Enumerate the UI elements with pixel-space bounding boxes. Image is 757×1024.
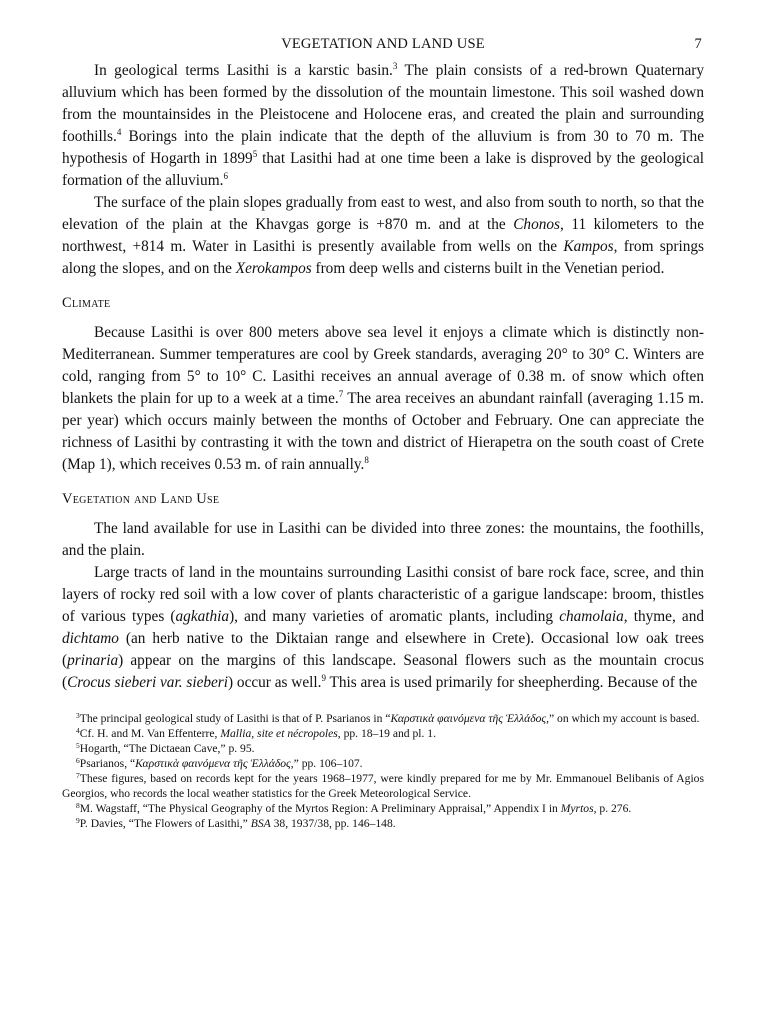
footnote-6: $^6$Psarianos, “Καρστικὰ φαινόμενα τῆς Ἑλλάδος,” pp. 106–107. xyxy=(76,756,363,770)
footnote-ref: 8 xyxy=(364,455,369,465)
footnote-ref: 4 xyxy=(116,127,122,137)
footnote-ref: 6 xyxy=(223,171,228,181)
footnote-ref: 9 xyxy=(321,673,326,683)
page-number: 7 xyxy=(694,36,702,52)
footnote-ref: 3 xyxy=(392,61,398,71)
footnote-4: $^4$Cf. H. and M. Van Effenterre, Mallia, site et nécropoles, pp. 18–19 and pl. 1. xyxy=(76,726,436,740)
footnote-9: $^9$P. Davies, “The Flowers of Lasithi,” BSA 38, 1937/38, pp. 146–148. xyxy=(76,816,396,830)
paragraph-climate: Because Lasithi is over 800 meters above sea level it enjoys a climate which is distinctly non-Mediterranean. Summer temperatures are cool by Greek standards, averaging 20° to 30° C. Winters are cold, ranging from 5° to 10° C. Lasithi receives an annual average of 0.38 m. of snow which often blankets the plain for up to a week at a time.$^7$ The area receives an abundant rainfall (averaging 1.15 m. per year) which occurs mainly between the months of October and February. One can appreciate the richness of Lasithi by contrasting it with the town and district of Hierapetra on the south coast of Crete (Map 1), which receives 0.53 m. of rain annually.$^8$ xyxy=(62,324,704,473)
paragraph-zones: The land available for use in Lasithi can be divided into three zones: the mountains, the foothills, and the plain. xyxy=(62,520,704,559)
footnote-ref: 7 xyxy=(338,389,344,399)
section-heading-climate: Climate xyxy=(62,295,111,311)
paragraph-mountains: Large tracts of land in the mountains surrounding Lasithi consist of bare rock face, scree, and thin layers of rocky red soil with a low cover of plants characteristic of a garigue landscape: broom, thistles of various types (agkathia), and many varieties of aromatic plants, including chamolaia, thyme, and dichtamo (an herb native to the Diktaian range and elsewhere in Crete). Occasional low oak trees (prinaria) appear on the margins of this landscape. Seasonal flowers such as the mountain crocus (Crocus sieberi var. sieberi) occur as well.$^9$ This area is used primarily for sheepherding. Because of the xyxy=(62,564,704,691)
footnote-5: $^5$Hogarth, “The Dictaean Cave,” p. 95. xyxy=(76,741,255,755)
footnote-8: $^8$M. Wagstaff, “The Physical Geography of the Myrtos Region: A Preliminary Appraisal,” Appendix I in Myrtos, p. 276. xyxy=(76,801,632,815)
page xyxy=(62,36,704,831)
running-header xyxy=(62,36,704,60)
paragraph-surface: The surface of the plain slopes gradually from east to west, and also from south to north, so that the elevation of the plain at the Khavgas gorge is +870 m. and at the Chonos, 11 kilometers to the northwest, +814 m. Water in Lasithi is presently available from wells on the Kampos, from springs along the slopes, and on the Xerokampos from deep wells and cisterns built in the Venetian period. xyxy=(62,194,704,277)
running-title: VEGETATION AND LAND USE xyxy=(281,36,485,52)
footnote-7: $^7$These figures, based on records kept for the years 1968–1977, were kindly prepared for me by Mr. Emmanouel Belibanis of Agios Georgios, who records the local weather statistics for the Greek Meteorological Service. xyxy=(62,771,704,800)
footnote-3: $^3$The principal geological study of Lasithi is that of P. Psarianos in “Καρστικὰ φαινόμενα τῆς Ἑλλάδος,” on which my account is based. xyxy=(76,711,700,725)
paragraph-geology: In geological terms Lasithi is a karstic basin.$^3$ The plain consists of a red-brown Quaternary alluvium which has been formed by the dissolution of the mountain limestone. This soil washed down from the mountainsides in the Pleistocene and Holocene eras, and created the plain and surrounding foothills.$^4$ Borings into the plain indicate that the depth of the alluvium is from 30 to 70 m. The hypothesis of Hogarth in 1899$^5$ that Lasithi had at one time been a lake is disproved by the geological formation of the alluvium.$^6$ xyxy=(62,61,704,189)
section-heading-vegetation: Vegetation and Land Use xyxy=(62,491,220,507)
footnote-ref: 5 xyxy=(252,149,258,159)
footnotes xyxy=(62,711,704,831)
